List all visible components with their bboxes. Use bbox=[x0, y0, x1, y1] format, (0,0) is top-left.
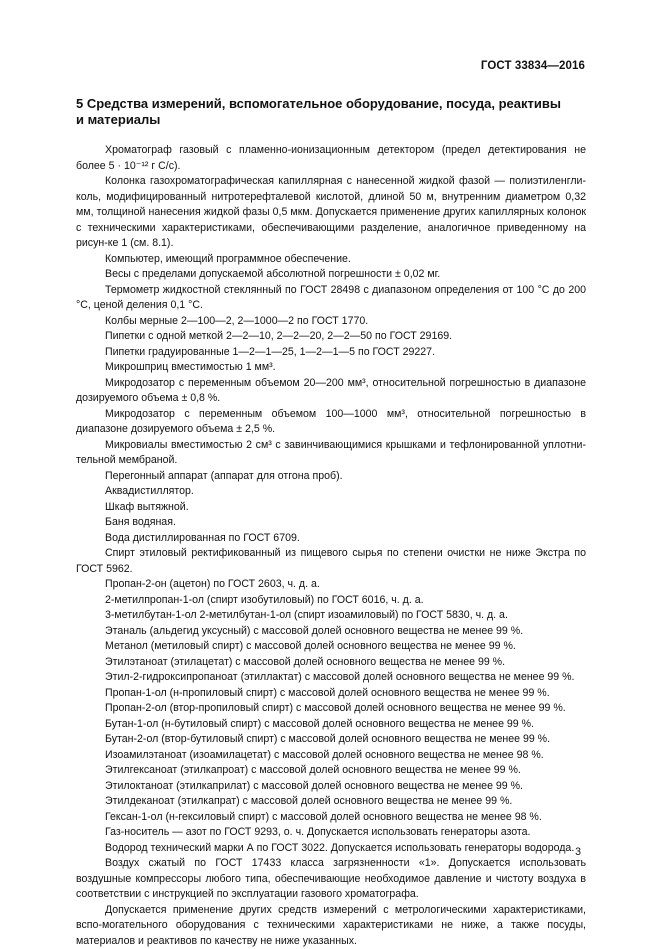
paragraph-ethanol: Спирт этиловый ректификованный из пищевого сырья по степени очистки не ниже Экстра по ГОСТ 5962. bbox=[76, 546, 586, 577]
paragraph-thermometer: Термометр жидкостной стеклянный по ГОСТ 28498 с диапазоном определения от 100 °С до 200 °С, ценой деления 0,1 °С. bbox=[76, 283, 586, 314]
paragraph-n-propanol: Пропан-1-ол (н-пропиловый спирт) с массовой долей основного вещества не менее 99 %. bbox=[76, 686, 586, 702]
paragraph-distillation-apparatus: Перегонный аппарат (аппарат для отгона проб). bbox=[76, 469, 586, 485]
paragraph-ethyl-acetate: Этилэтаноат (этилацетат) с массовой долей основного вещества не менее 99 %. bbox=[76, 655, 586, 671]
section-title-line1: 5 Средства измерений, вспомогательное оборудование, посуда, реактивы bbox=[76, 96, 561, 111]
paragraph-aquadistiller: Аквадистиллятор. bbox=[76, 484, 586, 500]
document-id: ГОСТ 33834—2016 bbox=[481, 60, 585, 72]
paragraph-isopropanol: Пропан-2-ол (втор-пропиловый спирт) с массовой долей основного вещества не менее 99 %. bbox=[76, 701, 586, 717]
section-title-line2: и материалы bbox=[76, 112, 160, 127]
paragraph-acetaldehyde: Этаналь (альдегид уксусный) с массовой долей основного вещества не менее 99 %. bbox=[76, 624, 586, 640]
paragraph-computer: Компьютер, имеющий программное обеспечение. bbox=[76, 252, 586, 268]
section-title bbox=[76, 96, 586, 128]
paragraph-ethyl-hexanoate: Этилгексаноат (этилкапроат) с массовой долей основного вещества не менее 99 %. bbox=[76, 763, 586, 779]
paragraph-isoamyl-acetate: Изоамилэтаноат (изоамилацетат) с массовой долей основного вещества не менее 98 %. bbox=[76, 748, 586, 764]
paragraph-ethyl-decanoate: Этилдеканоат (этилкапрат) с массовой долей основного вещества не менее 99 %. bbox=[76, 794, 586, 810]
paragraph-compressed-air: Воздух сжатый по ГОСТ 17433 класса загрязненности «1». Допускается использовать воздушные компрессоры любого типа, обеспечивающие необходимое давление и чистоту воздуха в соответствии с инструкцией по эксплуатации газового хроматографа. bbox=[76, 856, 586, 903]
paragraph-chromatograph: Хроматограф газовый с пламенно-ионизационным детектором (предел детектирования не более 5 · 10⁻¹² г С/с). bbox=[76, 143, 586, 174]
paragraph-microvials: Микровиалы вместимостью 2 см³ с завинчивающимися крышками и тефлонированной уплотни-тельной мембраной. bbox=[76, 438, 586, 469]
paragraph-pipettes-graduated: Пипетки градуированные 1—2—1—25, 1—2—1—5 по ГОСТ 29227. bbox=[76, 345, 586, 361]
section-body bbox=[76, 143, 586, 949]
paragraph-distilled-water: Вода дистиллированная по ГОСТ 6709. bbox=[76, 531, 586, 547]
paragraph-microdispenser-1: Микродозатор с переменным объемом 20—200 мм³, относительной погрешностью в диапазоне дозируемого объема ± 0,8 %. bbox=[76, 376, 586, 407]
paragraph-ethyl-octanoate: Этилоктаноат (этилкаприлат) с массовой долей основного вещества не менее 99 %. bbox=[76, 779, 586, 795]
paragraph-flasks: Колбы мерные 2—100—2, 2—1000—2 по ГОСТ 1770. bbox=[76, 314, 586, 330]
paragraph-pipettes-one-mark: Пипетки с одной меткой 2—2—10, 2—2—20, 2—2—50 по ГОСТ 29169. bbox=[76, 329, 586, 345]
paragraph-acetone: Пропан-2-он (ацетон) по ГОСТ 2603, ч. д. а. bbox=[76, 577, 586, 593]
paragraph-alternatives-note: Допускается применение других средств измерений с метрологическими характеристиками, вспо-могательного оборудования с техническими характеристиками не ниже, а также посуды, материалов и реактивов по качеству не ниже указанных. bbox=[76, 903, 586, 949]
paragraph-ethyl-lactate: Этил-2-гидроксипропаноат (этиллактат) с массовой долей основного вещества не менее 99 %. bbox=[76, 670, 586, 686]
paragraph-carrier-gas: Газ-носитель — азот по ГОСТ 9293, о. ч. Допускается использовать генераторы азота. bbox=[76, 825, 586, 841]
paragraph-water-bath: Баня водяная. bbox=[76, 515, 586, 531]
paragraph-hydrogen: Водород технический марки А по ГОСТ 3022. Допускается использовать генераторы водорода. bbox=[76, 841, 586, 857]
paragraph-n-butanol: Бутан-1-ол (н-бутиловый спирт) с массовой долей основного вещества не менее 99 %. bbox=[76, 717, 586, 733]
paragraph-hexanol: Гексан-1-ол (н-гексиловый спирт) с массовой долей основного вещества не менее 98 %. bbox=[76, 810, 586, 826]
paragraph-microdispenser-2: Микродозатор с переменным объемом 100—1000 мм³, относительной погрешностью в диапазоне дозируемого объема ± 2,5 %. bbox=[76, 407, 586, 438]
paragraph-microsyringe: Микрошприц вместимостью 1 мм³. bbox=[76, 360, 586, 376]
section-5 bbox=[76, 96, 586, 949]
paragraph-methanol: Метанол (метиловый спирт) с массовой долей основного вещества не менее 99 %. bbox=[76, 639, 586, 655]
paragraph-scales: Весы с пределами допускаемой абсолютной погрешности ± 0,02 мг. bbox=[76, 267, 586, 283]
paragraph-column: Колонка газохроматографическая капиллярная с нанесенной жидкой фазой — полиэтиленгли-коль, модифицированный нитротерефталевой кислотой, длиной 50 м, внутренним диаметром 0,32 мм, толщиной нанесения жидкой фазы 0,5 мкм. Допускается применение других капиллярных колонок с техническими характеристиками, обеспечивающими разделение, аналогичное приведенному на рисун-ке 1 (см. 8.1). bbox=[76, 174, 586, 252]
paragraph-isoamyl-alcohol: 3-метилбутан-1-ол 2-метилбутан-1-ол (спирт изоамиловый) по ГОСТ 5830, ч. д. а. bbox=[76, 608, 586, 624]
paragraph-sec-butanol: Бутан-2-ол (втор-бутиловый спирт) с массовой долей основного вещества не менее 99 %. bbox=[76, 732, 586, 748]
page-number: 3 bbox=[575, 846, 581, 858]
paragraph-fume-hood: Шкаф вытяжной. bbox=[76, 500, 586, 516]
paragraph-isobutanol: 2-метилпропан-1-ол (спирт изобутиловый) по ГОСТ 6016, ч. д. а. bbox=[76, 593, 586, 609]
